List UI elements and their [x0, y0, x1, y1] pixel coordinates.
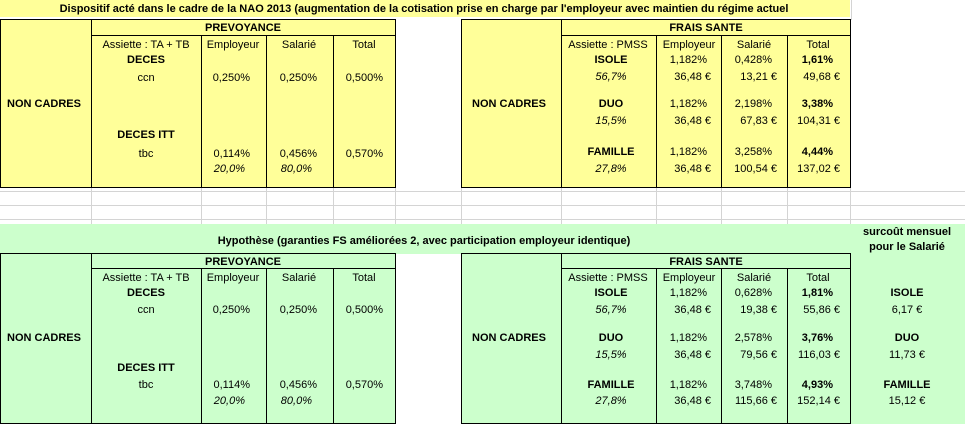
grid-line — [0, 191, 965, 192]
fs-duo-pct: 15,5% — [595, 115, 627, 127]
border — [395, 253, 396, 424]
border — [850, 19, 851, 188]
title-hypothese: Hypothèse (garanties FS améliorées 2, avec participation employeur identique) — [217, 235, 631, 247]
fs-isole-total-eur: 55,86 € — [803, 304, 840, 316]
fs-famille-total-eur: 137,02 € — [797, 163, 840, 175]
fs-duo-salarie-eur: 79,56 € — [740, 349, 777, 361]
deces-label: DECES — [127, 287, 165, 299]
fs-famille-salarie: 3,748% — [734, 379, 772, 391]
header-employeur: Employeur — [662, 272, 716, 284]
fs-duo-employeur: 1,182% — [669, 332, 707, 344]
fs-duo-employeur: 1,182% — [669, 98, 707, 110]
border — [0, 253, 395, 254]
fs-duo-total-eur: 104,31 € — [797, 115, 840, 127]
border — [461, 19, 462, 188]
fs-famille-salarie-eur: 115,66 € — [734, 395, 777, 407]
header-salarie: Salarié — [736, 39, 772, 51]
border — [656, 35, 657, 187]
surcout-duo-label: DUO — [894, 332, 920, 344]
grid-line — [561, 188, 562, 224]
fs-famille-label: FAMILLE — [587, 379, 635, 391]
border — [0, 187, 395, 188]
border — [850, 253, 851, 424]
fs-famille-salarie: 3,258% — [734, 146, 772, 158]
frais-sante-title: FRAIS SANTE — [669, 256, 743, 268]
header-salarie: Salarié — [281, 39, 317, 51]
surcout-header-line1: surcoût mensuel — [862, 226, 952, 238]
fs-isole-employeur: 1,182% — [669, 287, 707, 299]
fs-famille-label: FAMILLE — [587, 146, 635, 158]
deces-total: 0,500% — [345, 72, 383, 84]
grid-line — [787, 188, 788, 224]
header-total: Total — [806, 39, 830, 51]
deces-itt-label: DECES ITT — [117, 129, 175, 141]
title-nao-2013: Dispositif acté dans le cadre de la NAO 2013 (augmentation de la cotisation prise en charge par l'employeur avec maintien du régime actuel — [59, 3, 789, 15]
fs-isole-salarie: 0,628% — [734, 287, 772, 299]
fs-isole-employeur: 1,182% — [669, 54, 707, 66]
fs-isole-employeur-eur: 36,48 € — [674, 71, 711, 83]
row-label-non-cadres: NON CADRES — [472, 98, 546, 110]
deces-salarie: 0,250% — [279, 304, 317, 316]
row-label-non-cadres: NON CADRES — [7, 332, 81, 344]
fs-duo-label: DUO — [598, 98, 624, 110]
border — [461, 19, 851, 20]
fs-famille-employeur-eur: 36,48 € — [674, 163, 711, 175]
border — [561, 253, 562, 424]
fs-isole-salarie-eur: 13,21 € — [740, 71, 777, 83]
deces-itt-label: DECES ITT — [117, 362, 175, 374]
grid-line — [461, 188, 462, 224]
fs-famille-salarie-eur: 100,54 € — [734, 163, 777, 175]
border — [201, 35, 202, 187]
border — [561, 268, 851, 269]
row-label-non-cadres: NON CADRES — [472, 332, 546, 344]
fs-famille-employeur-eur: 36,48 € — [674, 395, 711, 407]
surcout-duo-value: 11,73 € — [889, 349, 925, 361]
header-assiette-pmss: Assiette : PMSS — [568, 272, 648, 284]
header-total: Total — [806, 272, 830, 284]
header-assiette: Assiette : TA + TB — [102, 272, 190, 284]
gap-white — [395, 254, 461, 424]
fs-isole-salarie-eur: 19,38 € — [740, 304, 777, 316]
grid-line — [0, 205, 965, 206]
border — [561, 35, 851, 36]
border — [656, 268, 657, 424]
fs-duo-salarie: 2,578% — [734, 332, 772, 344]
fs-duo-salarie: 2,198% — [734, 98, 772, 110]
border — [0, 19, 395, 20]
header-assiette: Assiette : TA + TB — [102, 39, 190, 51]
border — [201, 268, 202, 424]
border — [0, 19, 1, 188]
deces-base: ccn — [137, 72, 155, 84]
deces-employeur: 0,250% — [212, 304, 250, 316]
fs-duo-total-eur: 116,03 € — [797, 349, 840, 361]
grid-line — [201, 188, 202, 224]
border — [461, 187, 851, 188]
fs-duo-total: 3,76% — [801, 332, 833, 344]
border — [266, 268, 267, 424]
fs-isole-pct: 56,7% — [595, 304, 627, 316]
section2-band — [0, 224, 965, 424]
border — [91, 35, 395, 36]
prevoyance-title: PREVOYANCE — [204, 22, 282, 34]
fs-famille-total: 4,93% — [801, 379, 833, 391]
grid-line — [850, 188, 851, 224]
fs-duo-pct: 15,5% — [595, 349, 627, 361]
header-salarie: Salarié — [281, 272, 317, 284]
fs-isole-employeur-eur: 36,48 € — [674, 304, 711, 316]
row-label-non-cadres: NON CADRES — [7, 98, 81, 110]
header-employeur: Employeur — [206, 272, 260, 284]
border — [91, 253, 92, 424]
surcout-isole-label: ISOLE — [890, 287, 924, 299]
fs-duo-label: DUO — [598, 332, 624, 344]
surcout-famille-value: 15,12 € — [888, 395, 926, 407]
fs-duo-employeur-eur: 36,48 € — [674, 349, 711, 361]
frais-sante-title: FRAIS SANTE — [669, 22, 743, 34]
grid-line — [656, 188, 657, 224]
fs-isole-total: 1,81% — [801, 287, 833, 299]
header-total: Total — [352, 39, 376, 51]
fs-isole-pct: 56,7% — [595, 71, 627, 83]
grid-line — [91, 188, 92, 224]
fs-famille-employeur: 1,182% — [669, 146, 707, 158]
border — [461, 253, 462, 424]
surcout-isole-value: 6,17 € — [891, 304, 923, 316]
fs-famille-pct: 27,8% — [595, 163, 627, 175]
deces-itt-employeur: 0,114% — [213, 148, 250, 160]
grid-line — [851, 0, 852, 20]
border — [787, 268, 788, 424]
deces-itt-salarie: 0,456% — [279, 148, 317, 160]
deces-itt-salarie-pct: 80,0% — [280, 163, 312, 175]
border — [91, 268, 395, 269]
grid-line — [266, 188, 267, 224]
fs-famille-employeur: 1,182% — [669, 379, 707, 391]
border — [787, 35, 788, 187]
border — [395, 19, 396, 188]
surcout-famille-label: FAMILLE — [883, 379, 931, 391]
fs-isole-label: ISOLE — [594, 54, 628, 66]
border — [721, 35, 722, 187]
border — [91, 19, 92, 188]
deces-itt-base: tbc — [138, 379, 154, 391]
deces-base: ccn — [137, 304, 155, 316]
deces-employeur: 0,250% — [212, 72, 250, 84]
border — [561, 19, 562, 188]
fs-duo-total: 3,38% — [801, 98, 833, 110]
border — [0, 253, 1, 424]
header-salarie: Salarié — [736, 272, 772, 284]
fs-isole-total-eur: 49,68 € — [803, 71, 840, 83]
border — [333, 268, 334, 424]
fs-famille-total: 4,44% — [801, 146, 833, 158]
border — [266, 35, 267, 187]
header-assiette-pmss: Assiette : PMSS — [568, 39, 648, 51]
deces-itt-total: 0,570% — [345, 379, 383, 391]
surcout-header-line2: pour le Salarié — [869, 241, 945, 253]
fs-famille-total-eur: 152,14 € — [797, 395, 840, 407]
deces-itt-employeur-pct: 20,0% — [213, 395, 245, 407]
border — [333, 35, 334, 187]
grid-line — [721, 188, 722, 224]
deces-itt-employeur: 0,114% — [213, 379, 250, 391]
deces-itt-employeur-pct: 20,0% — [213, 163, 245, 175]
fs-duo-salarie-eur: 67,83 € — [740, 115, 777, 127]
fs-isole-label: ISOLE — [594, 287, 628, 299]
grid-line — [0, 219, 965, 220]
header-employeur: Employeur — [662, 39, 716, 51]
fs-duo-employeur-eur: 36,48 € — [674, 115, 711, 127]
deces-itt-total: 0,570% — [345, 148, 383, 160]
fs-isole-salarie: 0,428% — [734, 54, 772, 66]
border — [721, 268, 722, 424]
border — [461, 253, 851, 254]
deces-itt-salarie: 0,456% — [279, 379, 317, 391]
header-employeur: Employeur — [206, 39, 260, 51]
prevoyance-title: PREVOYANCE — [204, 256, 282, 268]
header-total: Total — [352, 272, 376, 284]
fs-famille-pct: 27,8% — [595, 395, 627, 407]
grid-line — [333, 188, 334, 224]
deces-itt-salarie-pct: 80,0% — [280, 395, 312, 407]
fs-isole-total: 1,61% — [801, 54, 833, 66]
deces-salarie: 0,250% — [279, 72, 317, 84]
deces-itt-base: tbc — [138, 148, 154, 160]
deces-label: DECES — [127, 54, 165, 66]
deces-total: 0,500% — [345, 304, 383, 316]
grid-line — [395, 188, 396, 224]
